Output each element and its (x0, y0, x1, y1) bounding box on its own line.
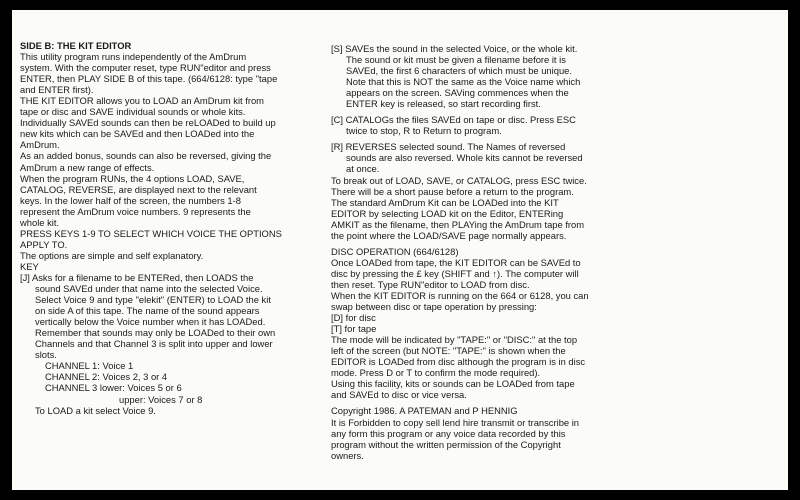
key-s-line: [S] SAVEs the sound in the selected Voice, or the whole kit. (331, 43, 578, 54)
options-note: The options are simple and self explanatory. (20, 249, 204, 261)
right-column (331, 43, 621, 461)
text-line: AmDrum a new range of effects. (20, 161, 155, 173)
text-line: the point where the LOAD/SAVE page normally appears. (331, 229, 567, 241)
text-line: The sound or kit must be given a filename before it is (346, 54, 566, 66)
text-line: new kits which can be SAVEd and then LOADed into the (20, 128, 255, 140)
tape-option: [T] for tape (331, 323, 377, 335)
text-line: at once. (346, 163, 380, 175)
standard-kit-paragraph (331, 197, 621, 241)
text-line: owners. (331, 449, 364, 461)
text-line: disc by pressing the £ key (SHIFT and ↑). The computer will (331, 267, 579, 279)
key-c-description (331, 125, 621, 136)
manual-sheet (12, 10, 788, 490)
text-line: vertically below the Voice number when it has LOADed. (35, 316, 266, 328)
text-line: This utility program runs independently of the AmDrum (20, 51, 247, 63)
facility-paragraph (331, 378, 621, 400)
text-line: Remember that sounds may only be LOADed to their own (35, 327, 276, 339)
disc-swap-paragraph (331, 290, 621, 312)
text-line: left of the screen (but NOTE: "TAPE:" is shown when the (331, 345, 566, 357)
text-line: CHANNEL 3 lower: Voices 5 or 6 (45, 382, 182, 394)
press-keys-paragraph (20, 228, 320, 250)
text-line: ENTER key is released, so start recording first. (346, 98, 541, 110)
text-line: ENTER, then PLAY SIDE B of this tape. (664/6128: type "tape (20, 73, 278, 85)
text-line: mode. Press D or T to confirm the mode required). (331, 367, 541, 379)
text-line: Individually SAVEd sounds can then be reLOADed to build up (20, 117, 276, 129)
text-line: tape or disc and SAVE individual sounds or whole kits. (20, 106, 246, 118)
intro-paragraph (20, 51, 320, 95)
text-line: then reset. Type RUN"editor to LOAD from disc. (331, 278, 530, 290)
channel-3-upper: upper: Voices 7 or 8 (119, 393, 203, 405)
text-line: When the KIT EDITOR is running on the 664 or 6128, you can (331, 289, 589, 301)
load-kit-note: To LOAD a kit select Voice 9. (35, 404, 156, 416)
text-line: any form this program or any voice data recorded by this (331, 427, 566, 439)
text-line: Using this facility, kits or sounds can be LOADed from tape (331, 378, 575, 390)
text-line: Once LOADed from tape, the KIT EDITOR can be SAVEd to (331, 256, 581, 268)
disc-option: [D] for disc (331, 312, 376, 324)
key-j-description (20, 283, 320, 360)
text-line: As an added bonus, sounds can also be reversed, giving the (20, 150, 272, 162)
text-line: sound SAVEd under that name into the selected Voice. (35, 283, 263, 295)
text-line: To break out of LOAD, SAVE, or CATALOG, press ESC twice. (331, 174, 587, 186)
text-line: swap between disc or tape operation by pressing: (331, 301, 537, 313)
text-line: APPLY TO. (20, 238, 68, 250)
text-line: twice to stop, R to Return to program. (346, 125, 502, 137)
text-line: CHANNEL 1: Voice 1 (45, 360, 134, 372)
text-line: appears on the screen. SAVing commences when the (346, 87, 569, 99)
text-line: THE KIT EDITOR allows you to LOAD an AmDrum kit from (20, 95, 264, 107)
key-j-line: [J] Asks for a filename to be ENTERed, then LOADS the (20, 271, 254, 283)
text-line: EDITOR is LOADed from disc although the program is in disc (331, 356, 586, 368)
text-line: PRESS KEYS 1-9 TO SELECT WHICH VOICE THE OPTIONS (20, 227, 282, 239)
text-line: sounds are also reversed. Whole kits cannot be reversed (346, 152, 583, 164)
text-line: program without the written permission of the Copyright (331, 438, 561, 450)
text-line: slots. (35, 349, 57, 361)
text-line: represent the AmDrum voice numbers. 9 represents the (20, 205, 251, 217)
text-line: EDITOR by selecting LOAD kit on the Editor, ENTERing (331, 207, 564, 219)
key-r-line: [R] REVERSES selected sound. The Names of reversed (331, 141, 566, 153)
text-line: CHANNEL 2: Voices 2, 3 or 4 (45, 371, 168, 383)
text-line: The mode will be indicated by "TAPE:" or "DISC:" at the top (331, 334, 578, 346)
left-column (20, 40, 320, 416)
section-heading: SIDE B: THE KIT EDITOR (20, 40, 132, 51)
text-line: The standard AmDrum Kit can be LOADed into the KIT (331, 196, 559, 208)
key-s-description (331, 54, 621, 109)
text-line: CATALOG, REVERSE, are displayed next to the relevant (20, 183, 257, 195)
forbidden-paragraph (331, 417, 621, 461)
text-line: There will be a short pause before a return to the program. (331, 185, 574, 197)
channel-list (20, 360, 320, 393)
mode-paragraph (331, 334, 621, 378)
text-line: When the program RUNs, the 4 options LOAD, SAVE, (20, 172, 245, 184)
copyright-line: Copyright 1986. A PATEMAN and P HENNIG (331, 405, 518, 417)
disc-intro-paragraph (331, 257, 621, 290)
key-c-line: [C] CATALOGs the files SAVEd on tape or disc. Press ESC (331, 114, 576, 126)
text-line: system. With the computer reset, type RUN"editor and press (20, 62, 271, 74)
text-line: Select Voice 9 and type "elekit" (ENTER) to LOAD the kit (35, 294, 271, 306)
text-line: and SAVEd to disc or vice versa. (331, 389, 467, 401)
bonus-paragraph (20, 150, 320, 172)
kit-editor-paragraph (20, 95, 320, 150)
key-r-description (331, 152, 621, 174)
disc-heading: DISC OPERATION (664/6128) (331, 245, 459, 257)
break-out-paragraph (331, 175, 621, 197)
key-label: KEY (20, 260, 39, 272)
text-line: on side A of this tape. The name of the sound appears (35, 305, 260, 317)
options-paragraph (20, 173, 320, 228)
text-line: whole kit. (20, 216, 60, 228)
text-line: It is Forbidden to copy sell lend hire transmit or transcribe in (331, 416, 580, 428)
text-line: AmDrum. (20, 139, 60, 151)
text-line: Note that this is NOT the same as the Voice name which (346, 76, 581, 88)
text-line: AMKIT as the filename, then PLAYing the AmDrum tape from (331, 218, 585, 230)
text-line: Channels and that Channel 3 is split into upper and lower (35, 338, 273, 350)
text-line: SAVEd, the first 6 characters of which must be unique. (346, 65, 572, 77)
text-line: keys. In the lower half of the screen, the numbers 1-8 (20, 194, 241, 206)
text-line: and ENTER first). (20, 84, 94, 96)
